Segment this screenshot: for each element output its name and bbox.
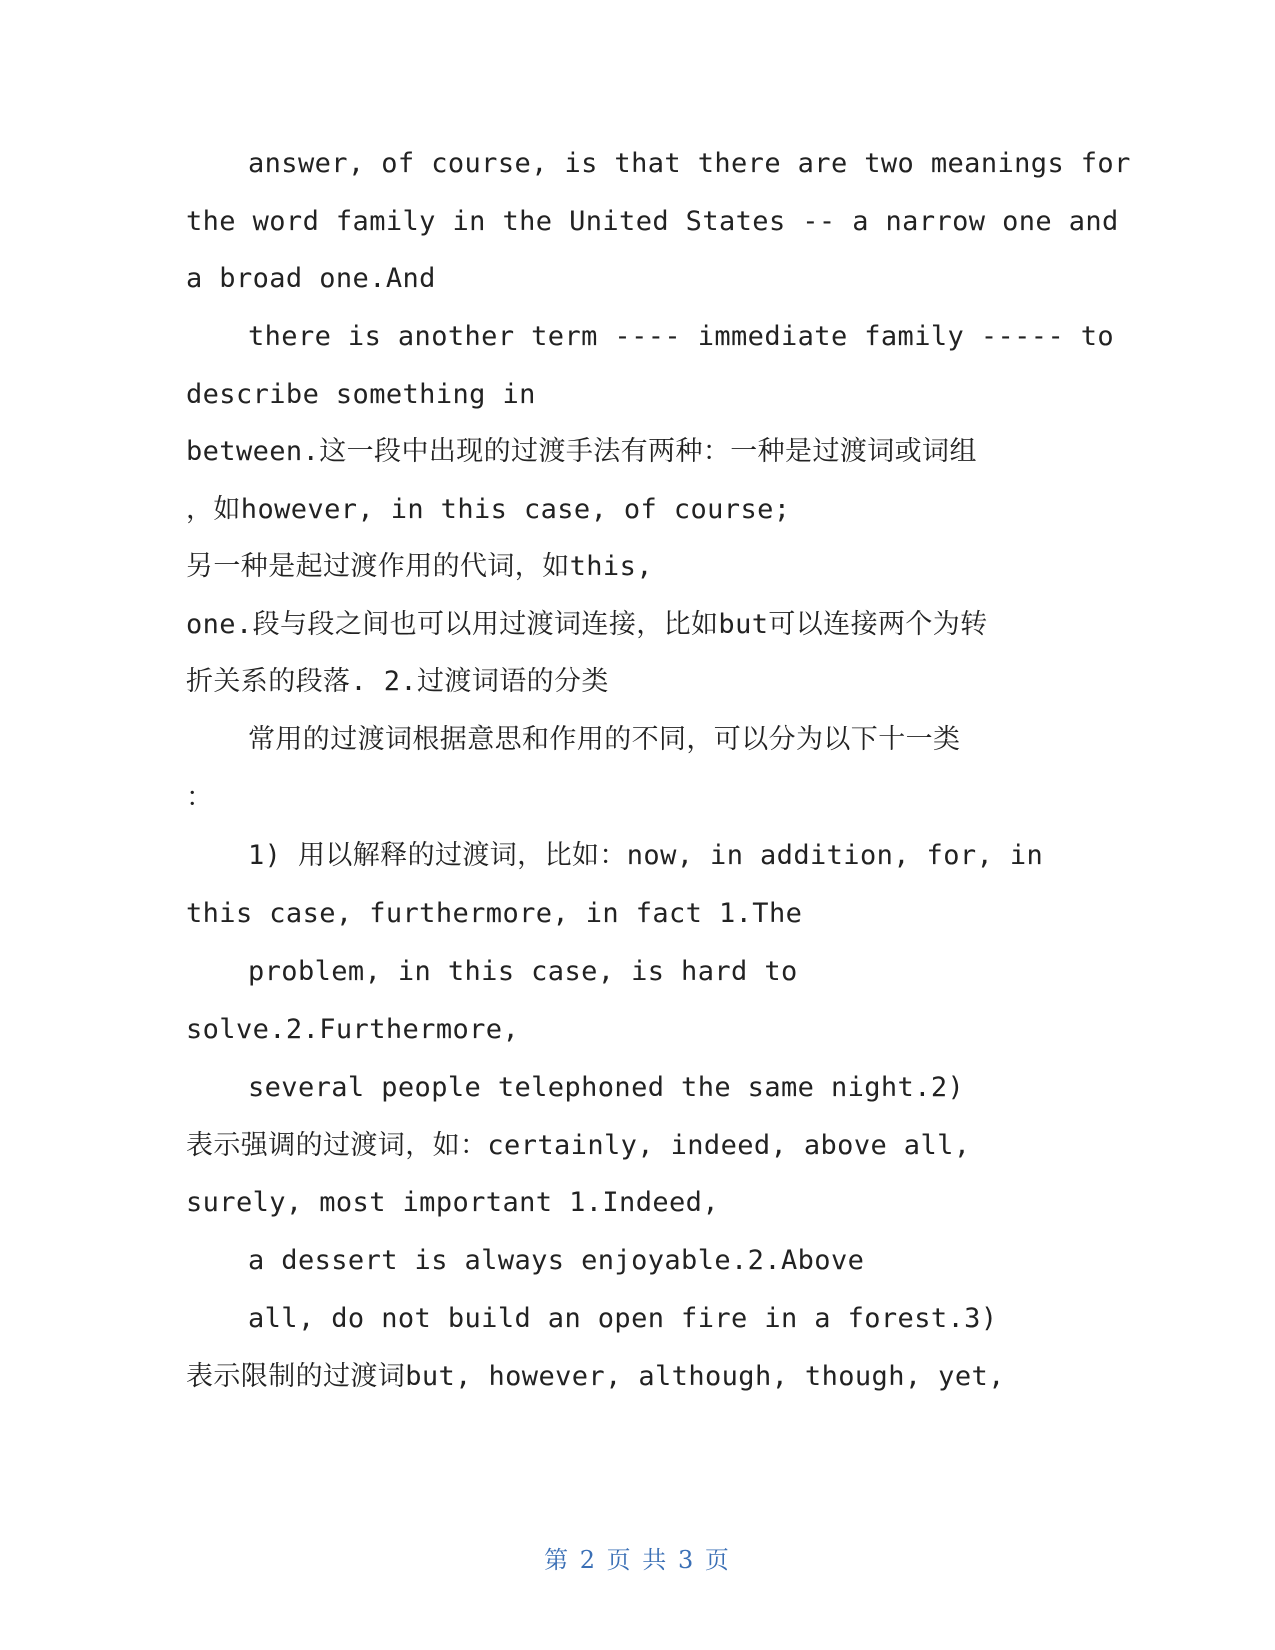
text-line-12: ： [186,782,214,813]
text-line-8: 另一种是起过渡作用的代词，如this, [186,551,653,582]
text-line-10: 折关系的段落. 2.过渡词语的分类 [186,666,609,697]
text-line-15: problem, in this case, is hard to [248,956,798,987]
text-line-19: surely, most important 1.Indeed, [186,1187,719,1218]
text-line-3: a broad one.And [186,263,436,294]
text-line-22: 表示限制的过渡词but, however, although, though, yet, [186,1361,1005,1392]
text-line-21: all, do not build an open fire in a forest.3) [248,1303,998,1334]
text-line-13: 1) 用以解释的过渡词，比如：now, in addition, for, in [248,840,1044,871]
text-line-7: ，如however, in this case, of course; [186,494,791,525]
text-line-16: solve.2.Furthermore, [186,1014,520,1045]
text-line-5: describe something in [186,379,536,410]
text-line-11: 常用的过渡词根据意思和作用的不同，可以分为以下十一类 [248,724,961,755]
text-line-4: there is another term ---- immediate family ----- to [248,321,1115,352]
text-line-9: one.段与段之间也可以用过渡词连接，比如but可以连接两个为转 [186,609,988,640]
text-line-1: answer, of course, is that there are two meanings for [248,148,1131,179]
text-line-20: a dessert is always enjoyable.2.Above [248,1245,865,1276]
text-line-18: 表示强调的过渡词，如：certainly, indeed, above all, [186,1130,971,1161]
text-line-17: several people telephoned the same night.2) [248,1072,965,1103]
text-line-14: this case, furthermore, in fact 1.The [186,898,803,929]
text-line-6: between.这一段中出现的过渡手法有两种：一种是过渡词或词组 [186,436,977,467]
page-number-footer: 第 2 页 共 3 页 [544,1546,731,1574]
text-line-2: the word family in the United States -- a narrow one and [186,206,1119,237]
